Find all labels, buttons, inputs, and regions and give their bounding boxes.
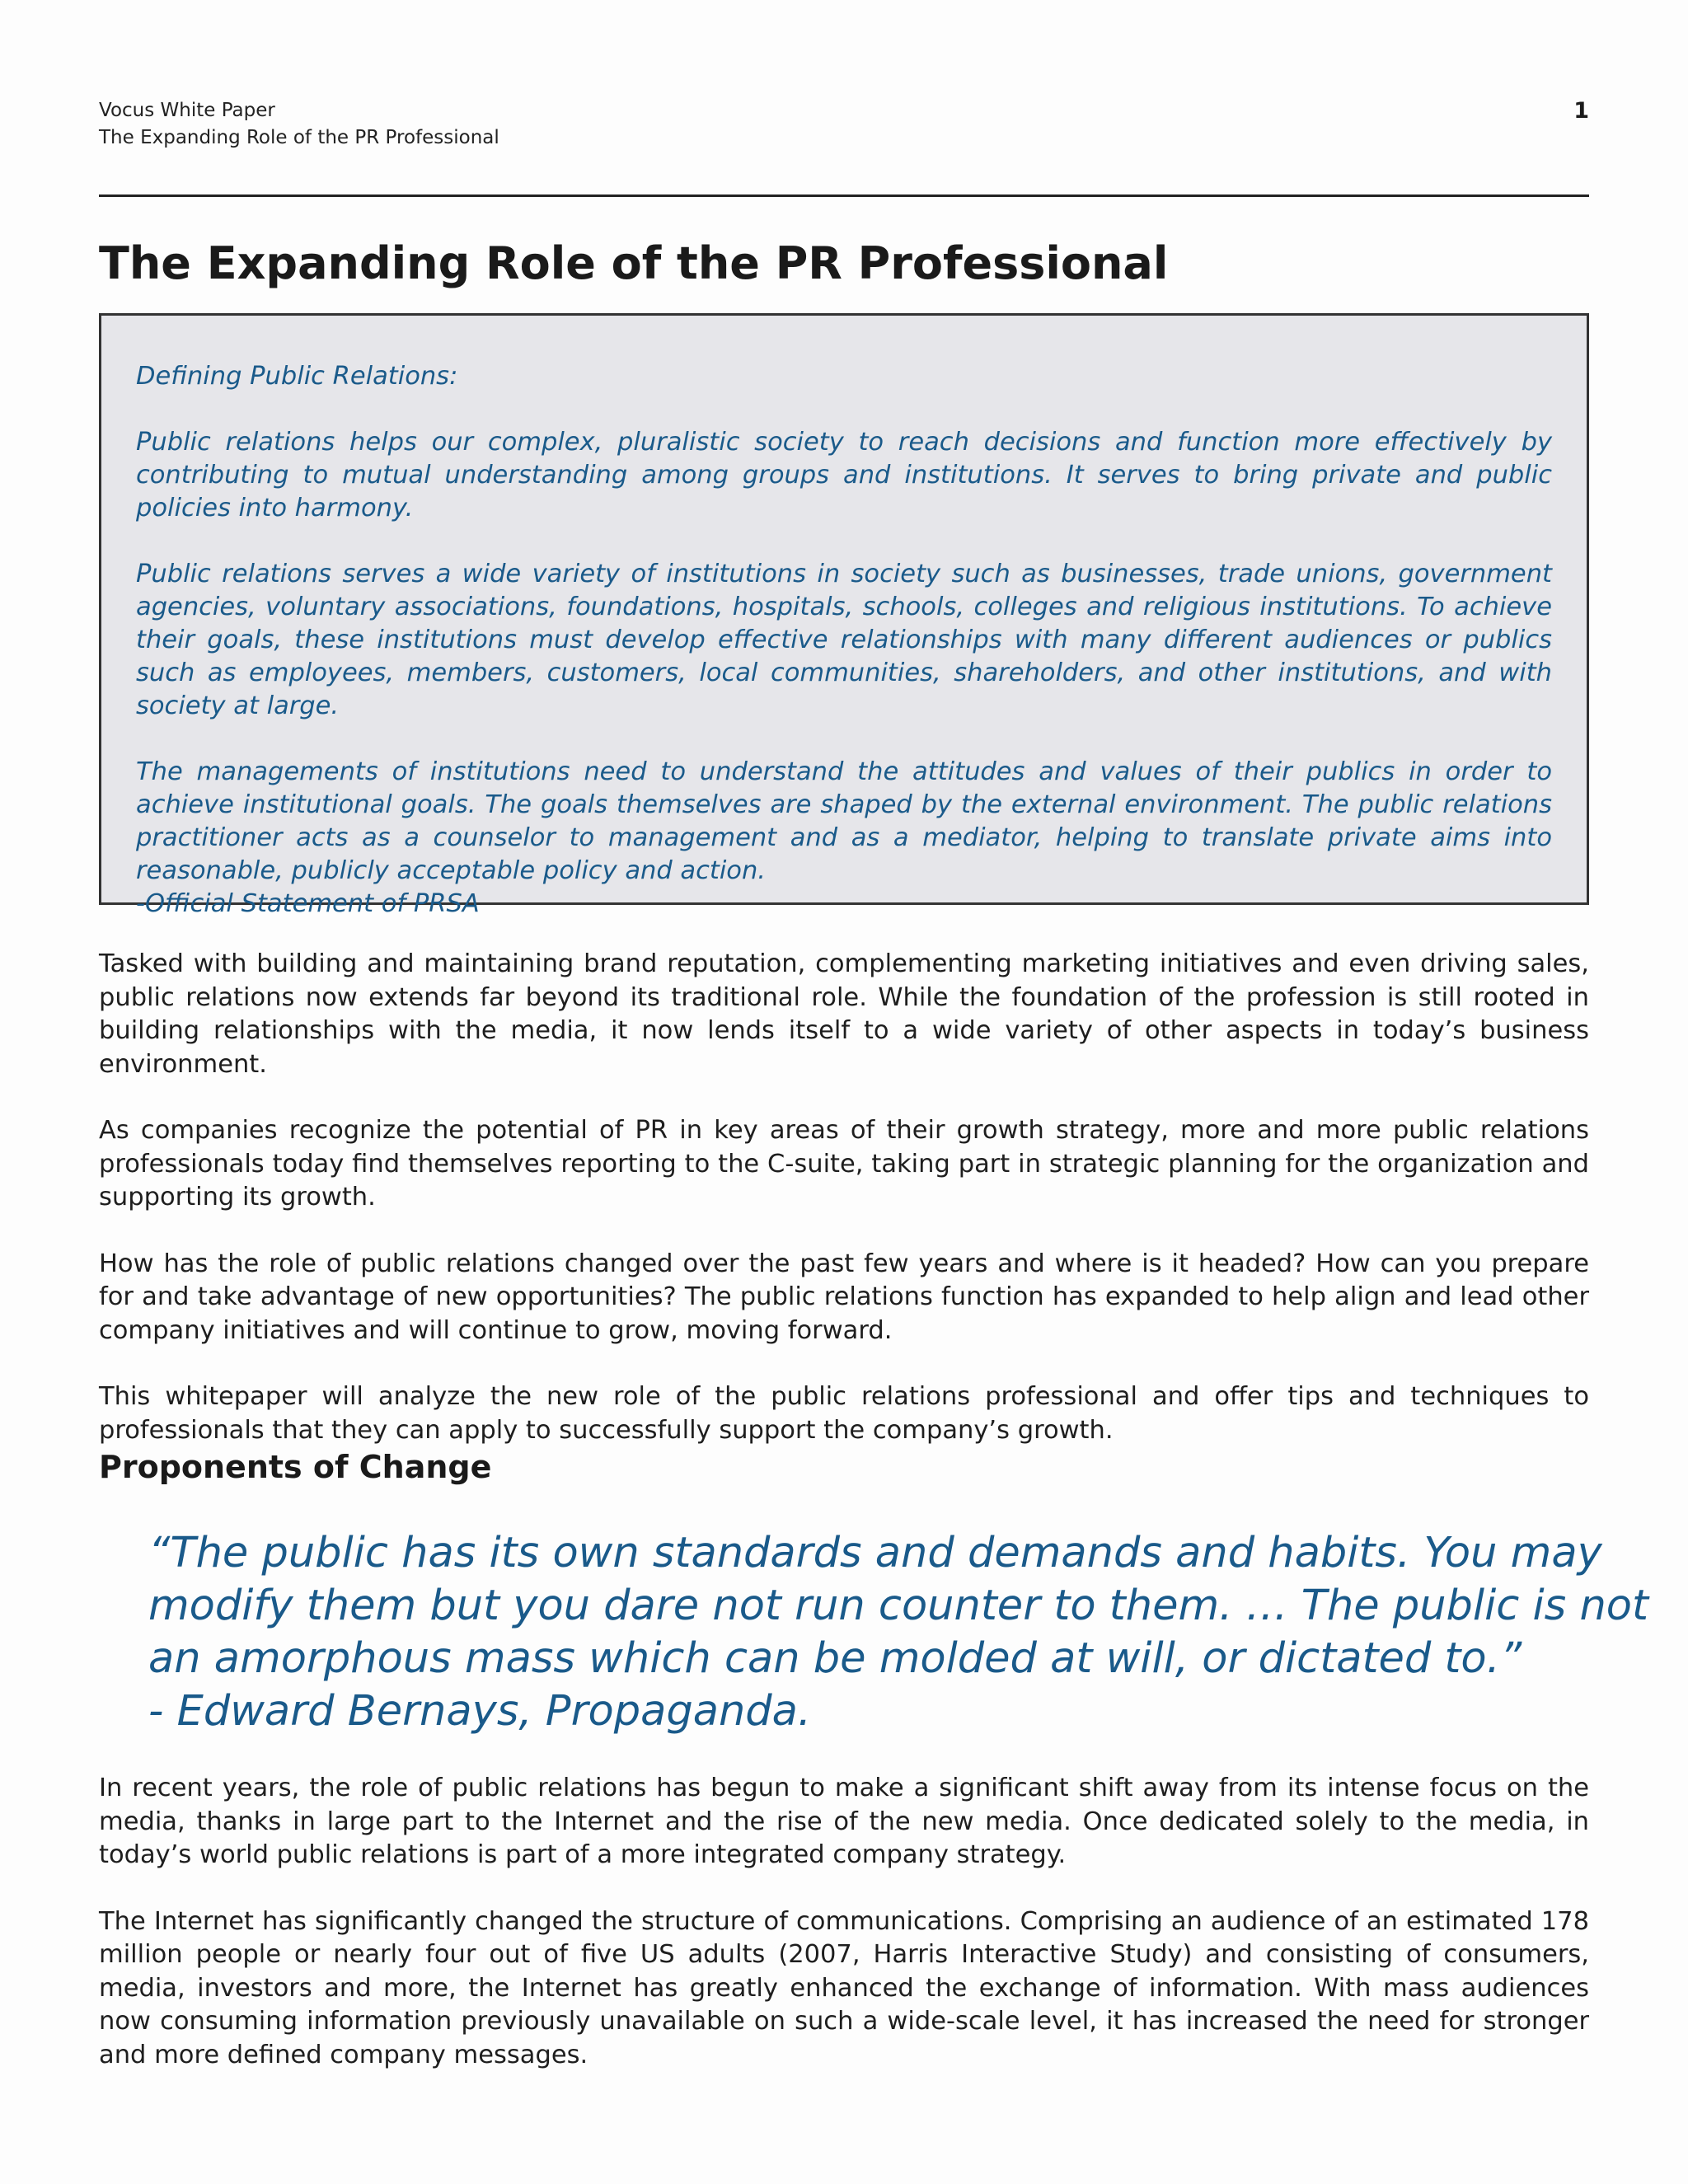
section-heading: Proponents of Change xyxy=(99,1449,492,1485)
body-paragraph: This whitepaper will analyze the new role of the public relations professional and offer tips and techniques to professionals that they can apply to successfully support the company’s growth. xyxy=(99,1382,1589,1445)
intro-section xyxy=(99,948,1589,1480)
definition-paragraph: The managements of institutions need to understand the attitudes and values of their publics in order to achieve institutional goals. The goals themselves are shaped by the external environment. The public relations practitioner acts as a counselor to management and as a mediator, helping to translate private aims into reasonable, publicly acceptable policy and action. xyxy=(136,757,1552,885)
body-paragraph: As companies recognize the potential of PR in key areas of their growth strategy, more and more public relations professionals today find themselves reporting to the C-suite, taking part in strategic planning for the organization and supporting its growth. xyxy=(99,1116,1589,1212)
section-body xyxy=(99,1772,1589,2105)
page-title: The Expanding Role of the PR Professional xyxy=(99,237,1169,289)
body-paragraph: In recent years, the role of public relations has begun to make a significant shift away from its intense focus on the media, thanks in large part to the Internet and the rise of the new media. Once dedicated solely to the media, in today’s world public relations is part of a more integrated company strategy. xyxy=(99,1774,1589,1869)
body-paragraph: The Internet has significantly changed the structure of communications. Comprising an audience of an estimated 178 million people or nearly four out of five US adults (2007, Harris Interactive Study) and consisting of consumers, media, investors and more, the Internet has greatly enhanced the exchange of information. With mass audiences now consuming information previously unavailable on such a wide-scale level, it has increased the need for stronger and more defined company messages. xyxy=(99,1906,1589,2069)
page-header xyxy=(99,97,1589,198)
quote-line: “The public has its own standards and demands and habits. You may xyxy=(148,1529,1602,1577)
definition-callout-box xyxy=(99,313,1589,918)
pull-quote xyxy=(148,1527,1648,1738)
body-paragraph: How has the role of public relations changed over the past few years and where is it headed? How can you prepare for and take advantage of new opportunities? The public relations function has expanded to help align and lead other company initiatives and will continue to grow, moving forward. xyxy=(99,1249,1589,1345)
quote-line: an amorphous mass which can be molded at will, or dictated to.” xyxy=(148,1634,1522,1683)
definition-attribution: -Official Statement of PRSA xyxy=(136,889,480,918)
header-divider xyxy=(99,194,1589,197)
definition-paragraph: Public relations serves a wide variety of institutions in society such as businesses, trade unions, government agencies, voluntary associations, foundations, hospitals, schools, colleges and religious institutions. To achieve their goals, these institutions must develop effective relationships with many different audiences or publics such as employees, members, customers, local communities, shareholders, and other institutions, and with society at large. xyxy=(136,560,1552,720)
definition-paragraph: Public relations helps our complex, pluralistic society to reach decisions and function more effectively by contributing to mutual understanding among groups and institutions. It serves to bring private and public policies into harmony. xyxy=(136,428,1552,523)
quote-attribution: - Edward Bernays, Propaganda. xyxy=(148,1687,812,1736)
header-subtitle: The Expanding Role of the PR Professional xyxy=(99,127,499,148)
quote-line: modify them but you dare not run counter to them. … The public is not xyxy=(148,1582,1648,1630)
definition-heading: Defining Public Relations: xyxy=(136,362,458,391)
page-number: 1 xyxy=(1573,98,1589,124)
publication-name: Vocus White Paper xyxy=(99,100,275,121)
body-paragraph: Tasked with building and maintaining brand reputation, complementing marketing initiatives and even driving sales, public relations now extends far beyond its traditional role. While the foundation of the profession is still rooted in building relationships with the media, it now lends itself to a wide variety of other aspects in today’s business environment. xyxy=(99,949,1589,1079)
